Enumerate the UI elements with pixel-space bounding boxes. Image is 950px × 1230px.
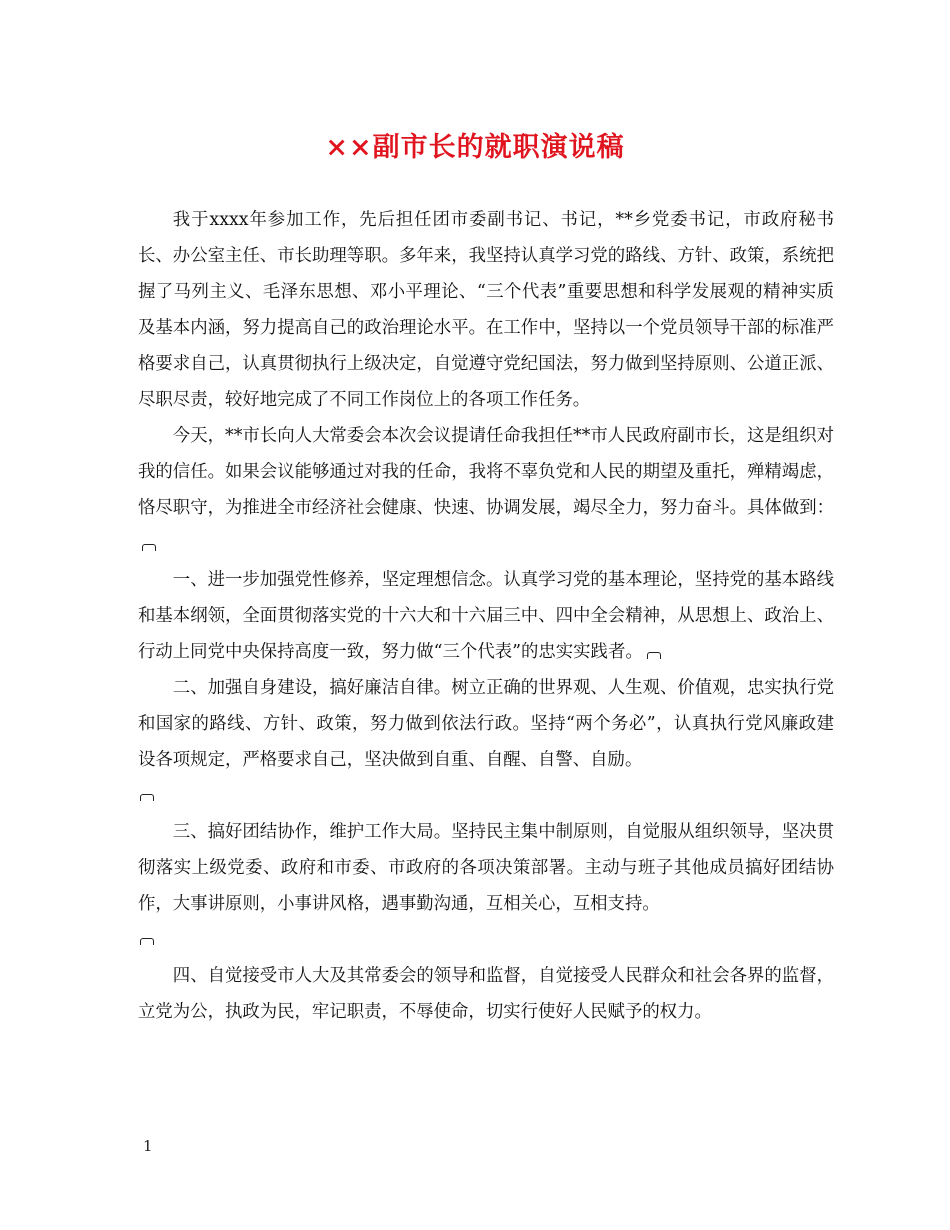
document-title: ××副市长的就职演说稿 bbox=[325, 132, 625, 163]
page-number: 1 bbox=[143, 1137, 153, 1155]
paragraph-mark-icon bbox=[142, 544, 156, 551]
paragraph-mark-icon bbox=[140, 938, 154, 945]
paragraph-mark-icon bbox=[140, 794, 154, 801]
paragraph-mark-icon bbox=[647, 652, 661, 659]
paragraph-item-four: 四、自觉接受市人大及其常委会的领导和监督，自觉接受人民群众和社会各界的监督，立党为公，执政为民，牢记职责，不辱使命，切实行使好人民赋予的权力。 bbox=[138, 966, 834, 1022]
paragraph-background: 我于xxxx年参加工作，先后担任团市委副书记、书记，**乡党委书记，市政府秘书长、办公室主任、市长助理等职。多年来，我坚持认真学习党的路线、方针、政策，系统把握了马列主义、毛泽东思想、邓小平理论、“三个代表”重要思想和科学发展观的精神实质及基本内涵，努力提高自己的政治理论水平。在工作中，坚持以一个党员领导干部的标准严格要求自己，认真贯彻执行上级决定，自觉遵守党纪国法，努力做到坚持原则、公道正派、尽职尽责，较好地完成了不同工作岗位上的各项工作任务。 bbox=[138, 210, 834, 410]
paragraph-item-three: 三、搞好团结协作，维护工作大局。坚持民主集中制原则，自觉服从组织领导，坚决贯彻落实上级党委、政府和市委、市政府的各项决策部署。主动与班子其他成员搞好团结协作，大事讲原则，小事讲风格，遇事勤沟通，互相关心，互相支持。 bbox=[138, 822, 834, 914]
paragraph-mark-line bbox=[138, 922, 834, 958]
document-body bbox=[138, 202, 834, 1030]
paragraph-mark-line bbox=[138, 778, 834, 814]
paragraph-item-one bbox=[138, 562, 834, 670]
paragraph-appointment bbox=[138, 418, 834, 562]
paragraph-item-two: 二、加强自身建设，搞好廉洁自律。树立正确的世界观、人生观、价值观，忠实执行党和国家的路线、方针、政策，努力做到依法行政。坚持“两个务必”，认真执行党风廉政建设各项规定，严格要求自己，坚决做到自重、自醒、自警、自励。 bbox=[138, 678, 834, 770]
paragraph-appointment-text: 今天，**市长向人大常委会本次会议提请任命我担任**市人民政府副市长，这是组织对我的信任。如果会议能够通过对我的任命，我将不辜负党和人民的期望及重托，殚精竭虑，恪尽职守，为推进全市经济社会健康、快速、协调发展，竭尽全力，努力奋斗。具体做到： bbox=[138, 426, 834, 518]
paragraph-item-one-text: 一、进一步加强党性修养，坚定理想信念。认真学习党的基本理论，坚持党的基本路线和基本纲领，全面贯彻落实党的十六大和十六届三中、四中全会精神，从思想上、政治上、行动上同党中央保持高度一致，努力做“三个代表”的忠实实践者。 bbox=[138, 570, 834, 662]
